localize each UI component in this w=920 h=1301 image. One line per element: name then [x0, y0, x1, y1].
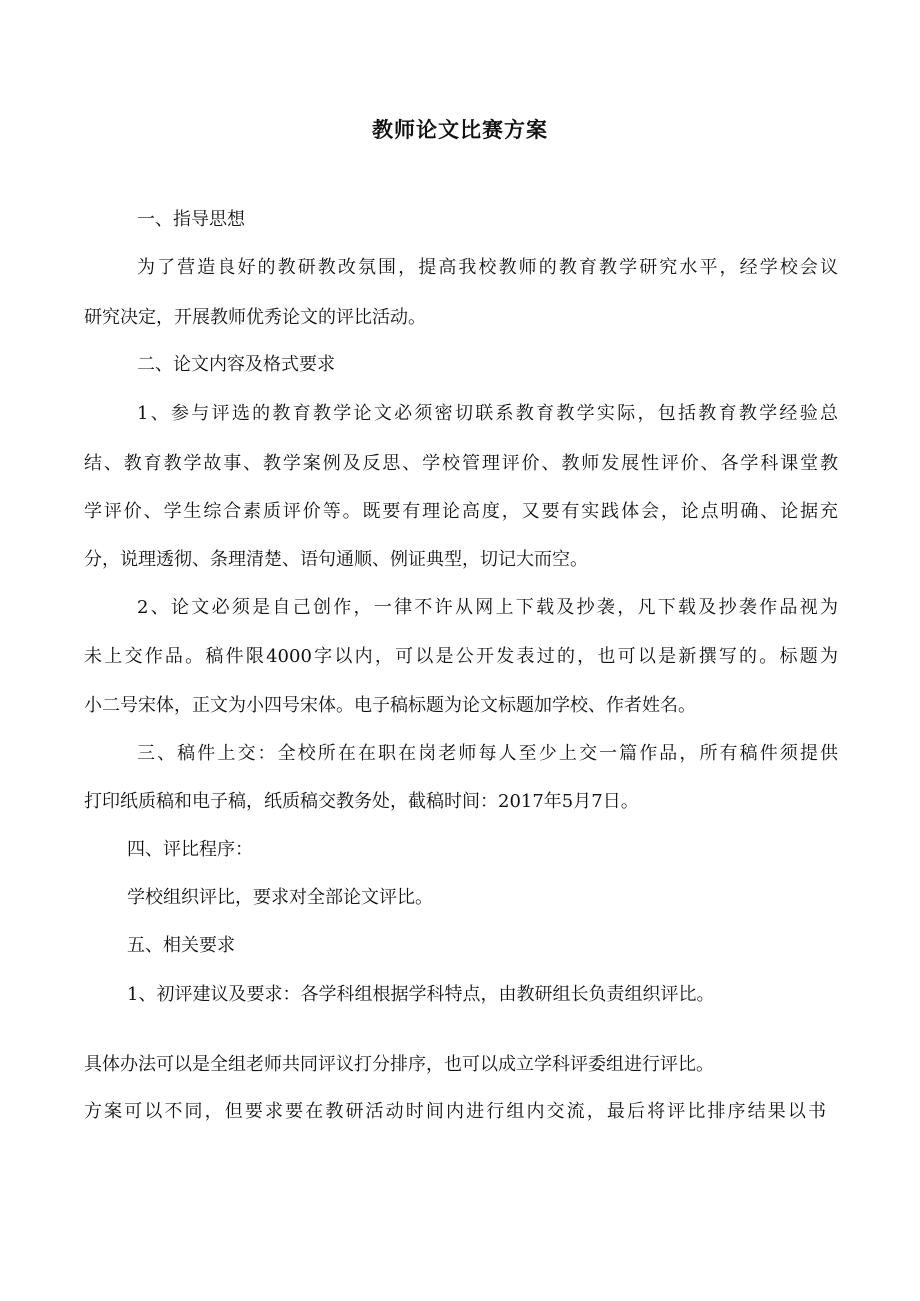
- document-title: 教师论文比赛方案: [372, 118, 548, 142]
- paragraph-line: 三、稿件上交：全校所在在职在岗老师每人至少上交一篇作品，所有稿件须提供: [137, 743, 838, 764]
- paragraph-line: 方案可以不同，但要求要在教研活动时间内进行组内交流，最后将评比排序结果以书: [84, 1101, 826, 1122]
- paragraph-line: 未上交作品。稿件限4000字以内，可以是公开发表过的，也可以是新撰写的。标题为: [84, 646, 838, 667]
- paragraph-line: 为了营造良好的教研教改氛围，提高我校教师的教育教学研究水平，经学校会议: [137, 257, 838, 278]
- paragraph-line: 具体办法可以是全组老师共同评议打分排序，也可以成立学科评委组进行评比。: [84, 1054, 714, 1075]
- section-heading: 五、相关要求: [127, 935, 235, 956]
- paragraph-line: 小二号宋体，正文为小四号宋体。电子稿标题为论文标题加学校、作者姓名。: [84, 695, 696, 716]
- paragraph-line: 1、参与评选的教育教学论文必须密切联系教育教学实际，包括教育教学经验总: [137, 403, 838, 424]
- paragraph-line: 学评价、学生综合素质评价等。既要有理论高度，又要有实践体会，论点明确、论据充: [84, 501, 838, 522]
- paragraph-line: 1、初评建议及要求：各学科组根据学科特点，由教研组长负责组织评比。: [127, 984, 715, 1005]
- paragraph-line: 2、论文必须是自己创作，一律不许从网上下载及抄袭，凡下载及抄袭作品视为: [137, 597, 838, 618]
- section-heading: 四、评比程序：: [127, 839, 253, 860]
- paragraph-line: 学校组织评比，要求对全部论文评比。: [127, 887, 433, 908]
- paragraph-line: 分，说理透彻、条理清楚、语句通顺、例证典型，切记大而空。: [84, 549, 588, 570]
- section-heading: 二、论文内容及格式要求: [137, 354, 335, 375]
- paragraph-line: 打印纸质稿和电子稿，纸质稿交教务处，截稿时间：2017年5月7日。: [84, 791, 639, 812]
- paragraph-line: 研究决定，开展教师优秀论文的评比活动。: [84, 307, 426, 328]
- paragraph-line: 结、教育教学故事、教学案例及反思、学校管理评价、教师发展性评价、各学科课堂教: [84, 453, 838, 474]
- section-heading: 一、指导思想: [137, 209, 245, 230]
